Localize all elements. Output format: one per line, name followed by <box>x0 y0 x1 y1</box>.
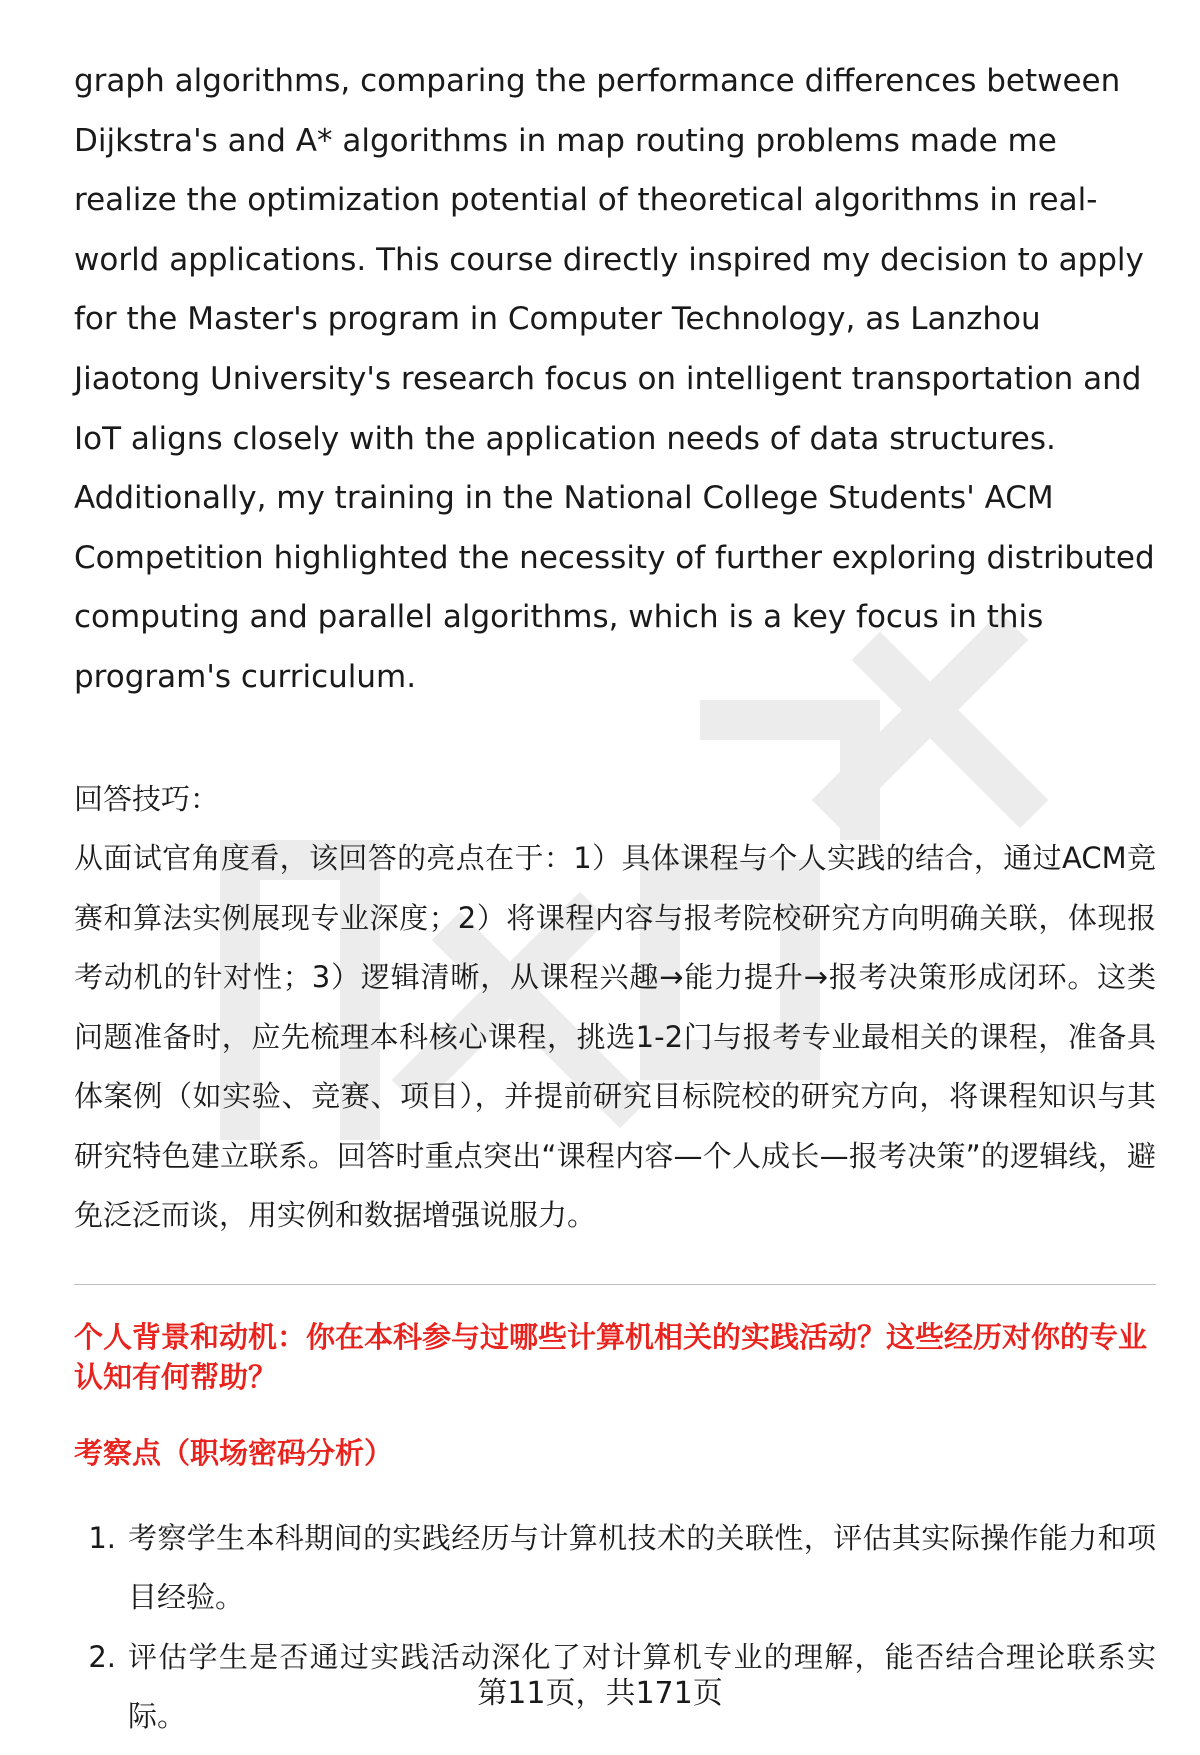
page-footer: 第11页，共171页 <box>477 1676 723 1711</box>
question-heading: 个人背景和动机：你在本科参与过哪些计算机相关的实践活动？这些经历对你的专业认知有何帮助？ <box>74 1319 1148 1394</box>
answer-paragraph: graph algorithms, comparing the performance differences between Dijkstra's and A* algorithms in map routing problems made me realize the optimization potential of theoretical algorithms in real-world applications. This course directly inspired my decision to apply for the Master's program in Computer Technology, as Lanzhou Jiaotong University's research focus on intelligent transportation and IoT aligns closely with the application needs of data structures. Additionally, my training in the National College Students' ACM Competition highlighted the necessity of further exploring distributed computing and parallel algorithms, which is a key focus in this program's curriculum. <box>74 63 1155 695</box>
list-item-text: 考察学生本科期间的实践经历与计算机技术的关联性，评估其实际操作能力和项目经验。 <box>128 1520 1156 1615</box>
analysis-heading: 考察点（职场密码分析） <box>74 1435 394 1470</box>
document-page <box>74 52 1156 1747</box>
list-item-number: 2. <box>88 1639 116 1674</box>
tips-body: 从面试官角度看，该回答的亮点在于：1）具体课程与个人实践的结合，通过ACM竞赛和算法实例展现专业深度；2）将课程内容与报考院校研究方向明确关联，体现报考动机的针对性；3）逻辑清晰，从课程兴趣→能力提升→报考决策形成闭环。这类问题准备时，应先梳理本科核心课程，挑选1-2门与报考专业最相关的课程，准备具体案例（如实验、竞赛、项目），并提前研究目标院校的研究方向，将课程知识与其研究特色建立联系。回答时重点突出“课程内容—个人成长—报考决策”的逻辑线，避免泛泛而谈，用实例和数据增强说服力。 <box>74 841 1156 1233</box>
list-item-number: 1. <box>88 1520 116 1555</box>
list-item-text: 评估学生是否通过实践活动深化了对计算机专业的理解，能否结合理论联系实际。 <box>128 1639 1156 1734</box>
tips-label: 回答技巧： <box>74 781 220 816</box>
list-item <box>74 1509 1156 1628</box>
section-divider <box>74 1284 1156 1285</box>
